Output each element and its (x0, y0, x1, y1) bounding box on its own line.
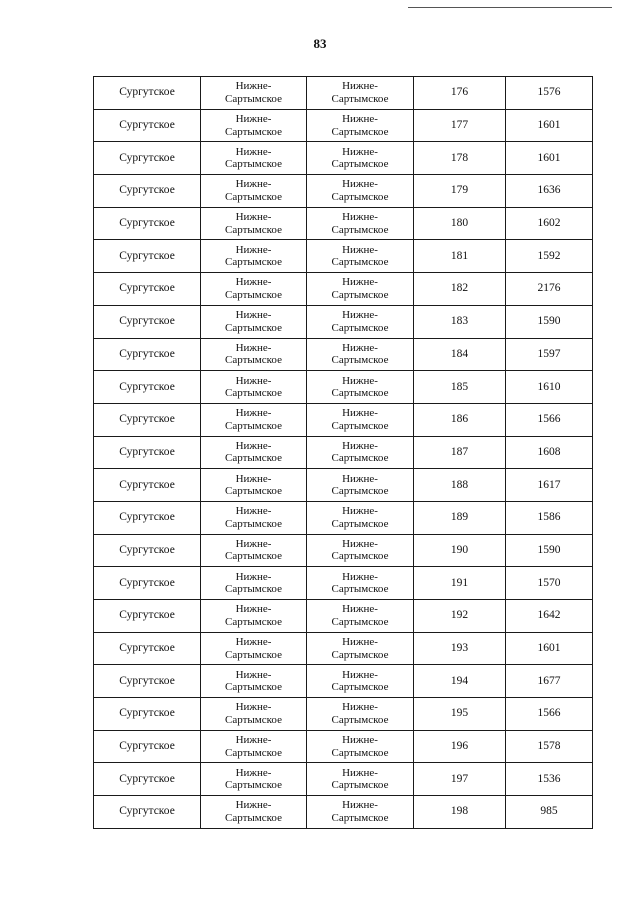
cell-number: 196 (414, 730, 506, 763)
cell-field-b-line: Сартымское (331, 419, 389, 432)
cell-field-b-line: Сартымское (331, 223, 389, 236)
cell-region: Сургутское (94, 730, 201, 763)
cell-region: Сургутское (94, 632, 201, 665)
cell-value: 1617 (506, 469, 593, 502)
cell-field-a (201, 142, 307, 175)
cell-field-a-line: Нижне- (235, 636, 272, 649)
cell-region: Сургутское (94, 436, 201, 469)
table-row (94, 207, 593, 240)
cell-field-b-line: Сартымское (331, 321, 389, 334)
cell-field-b (307, 436, 414, 469)
cell-value: 1677 (506, 665, 593, 698)
cell-number: 176 (414, 77, 506, 110)
cell-field-b-line: Сартымское (331, 190, 389, 203)
cell-number: 189 (414, 501, 506, 534)
cell-number: 181 (414, 240, 506, 273)
cell-value: 1608 (506, 436, 593, 469)
table-body (94, 77, 593, 829)
cell-field-a-line: Нижне- (235, 211, 272, 224)
cell-value: 1636 (506, 175, 593, 208)
cell-region: Сургутское (94, 142, 201, 175)
cell-value: 1570 (506, 567, 593, 600)
table-row (94, 338, 593, 371)
cell-field-b-line: Сартымское (331, 648, 389, 661)
cell-value: 985 (506, 796, 593, 829)
cell-field-b-line: Сартымское (331, 681, 389, 694)
cell-number: 195 (414, 698, 506, 731)
cell-field-a (201, 796, 307, 829)
cell-region: Сургутское (94, 665, 201, 698)
cell-field-a-line: Нижне- (235, 734, 272, 747)
cell-field-b (307, 698, 414, 731)
cell-field-b-line: Нижне- (342, 570, 378, 583)
cell-field-b-line: Нижне- (342, 178, 378, 191)
cell-field-b-line: Сартымское (331, 811, 389, 824)
cell-field-a-line: Сартымское (225, 387, 282, 400)
table-row (94, 534, 593, 567)
cell-field-a-line: Сартымское (225, 354, 282, 367)
cell-field-a-line: Сартымское (225, 648, 282, 661)
cell-region: Сургутское (94, 403, 201, 436)
cell-field-a-line: Сартымское (225, 419, 282, 432)
cell-field-a (201, 371, 307, 404)
cell-field-a-line: Сартымское (225, 288, 282, 301)
cell-field-a-line: Сартымское (225, 190, 282, 203)
cell-field-a (201, 305, 307, 338)
cell-value: 1590 (506, 305, 593, 338)
table-row (94, 632, 593, 665)
cell-field-a-line: Сартымское (225, 125, 282, 138)
cell-field-b-line: Нижне- (342, 113, 378, 126)
cell-region: Сургутское (94, 534, 201, 567)
cell-field-a-line: Сартымское (225, 713, 282, 726)
cell-number: 180 (414, 207, 506, 240)
cell-field-a-line: Нижне- (235, 80, 272, 93)
table-row (94, 763, 593, 796)
cell-value: 1578 (506, 730, 593, 763)
cell-field-b (307, 534, 414, 567)
cell-number: 198 (414, 796, 506, 829)
cell-field-a-line: Сартымское (225, 583, 282, 596)
cell-field-a (201, 501, 307, 534)
cell-field-b-line: Нижне- (342, 701, 378, 714)
cell-number: 193 (414, 632, 506, 665)
cell-field-a (201, 109, 307, 142)
cell-field-a-line: Нижне- (235, 439, 272, 452)
cell-number: 178 (414, 142, 506, 175)
cell-field-a-line: Нижне- (235, 145, 272, 158)
cell-number: 197 (414, 763, 506, 796)
cell-region: Сургутское (94, 469, 201, 502)
table-row (94, 77, 593, 110)
cell-field-a-line: Нижне- (235, 276, 272, 289)
cell-field-b-line: Нижне- (342, 145, 378, 158)
cell-value: 1602 (506, 207, 593, 240)
table-row (94, 501, 593, 534)
cell-field-a-line: Нижне- (235, 472, 272, 485)
cell-number: 194 (414, 665, 506, 698)
cell-region: Сургутское (94, 338, 201, 371)
cell-field-a-line: Нижне- (235, 309, 272, 322)
cell-field-a (201, 207, 307, 240)
cell-field-a (201, 273, 307, 306)
cell-region: Сургутское (94, 109, 201, 142)
cell-field-b-line: Сартымское (331, 125, 389, 138)
table-row (94, 403, 593, 436)
cell-field-a-line: Сартымское (225, 550, 282, 563)
cell-field-a (201, 469, 307, 502)
cell-field-b (307, 567, 414, 600)
cell-field-b (307, 796, 414, 829)
cell-field-a-line: Сартымское (225, 517, 282, 530)
cell-field-b-line: Нижне- (342, 734, 378, 747)
cell-field-a (201, 730, 307, 763)
cell-number: 190 (414, 534, 506, 567)
cell-field-b-line: Сартымское (331, 256, 389, 269)
cell-field-b-line: Сартымское (331, 452, 389, 465)
cell-number: 184 (414, 338, 506, 371)
cell-field-b-line: Сартымское (331, 354, 389, 367)
cell-field-a-line: Нижне- (235, 537, 272, 550)
cell-number: 183 (414, 305, 506, 338)
cell-field-a (201, 403, 307, 436)
cell-field-b-line: Сартымское (331, 550, 389, 563)
table-row (94, 305, 593, 338)
cell-field-b-line: Нижне- (342, 243, 378, 256)
cell-field-b-line: Нижне- (342, 407, 378, 420)
cell-region: Сургутское (94, 273, 201, 306)
cell-value: 1566 (506, 698, 593, 731)
cell-field-a-line: Сартымское (225, 615, 282, 628)
cell-field-a-line: Нижне- (235, 113, 272, 126)
table-row (94, 600, 593, 633)
table-row (94, 567, 593, 600)
cell-field-b-line: Сартымское (331, 746, 389, 759)
cell-field-b (307, 175, 414, 208)
cell-field-b (307, 305, 414, 338)
cell-field-b-line: Сартымское (331, 158, 389, 171)
cell-value: 1642 (506, 600, 593, 633)
cell-field-a (201, 77, 307, 110)
cell-field-b (307, 665, 414, 698)
cell-field-a-line: Нижне- (235, 668, 272, 681)
cell-field-b-line: Сартымское (331, 485, 389, 498)
cell-field-b (307, 600, 414, 633)
cell-field-a-line: Сартымское (225, 158, 282, 171)
cell-value: 1601 (506, 142, 593, 175)
cell-field-a-line: Нижне- (235, 407, 272, 420)
cell-number: 187 (414, 436, 506, 469)
cell-field-a-line: Сартымское (225, 681, 282, 694)
cell-number: 179 (414, 175, 506, 208)
cell-region: Сургутское (94, 77, 201, 110)
cell-field-a (201, 665, 307, 698)
cell-field-b-line: Нижне- (342, 276, 378, 289)
header-rule (408, 7, 612, 8)
cell-field-b-line: Нижне- (342, 537, 378, 550)
cell-field-a-line: Сартымское (225, 256, 282, 269)
cell-region: Сургутское (94, 240, 201, 273)
table-row (94, 273, 593, 306)
table-row (94, 469, 593, 502)
cell-field-b-line: Сартымское (331, 517, 389, 530)
cell-field-b-line: Нижне- (342, 603, 378, 616)
cell-field-b (307, 142, 414, 175)
cell-value: 1586 (506, 501, 593, 534)
cell-region: Сургутское (94, 567, 201, 600)
cell-region: Сургутское (94, 600, 201, 633)
cell-field-b-line: Нижне- (342, 505, 378, 518)
table-row (94, 698, 593, 731)
cell-value: 1601 (506, 109, 593, 142)
cell-field-b (307, 109, 414, 142)
cell-field-a-line: Нижне- (235, 701, 272, 714)
cell-field-b (307, 469, 414, 502)
table-row (94, 371, 593, 404)
cell-field-b-line: Сартымское (331, 387, 389, 400)
cell-field-a-line: Сартымское (225, 811, 282, 824)
cell-field-b-line: Нижне- (342, 341, 378, 354)
cell-value: 1576 (506, 77, 593, 110)
table-row (94, 665, 593, 698)
cell-value: 1597 (506, 338, 593, 371)
cell-field-b (307, 371, 414, 404)
cell-field-a (201, 338, 307, 371)
cell-field-b (307, 403, 414, 436)
cell-field-b-line: Нижне- (342, 636, 378, 649)
cell-field-a-line: Нижне- (235, 243, 272, 256)
cell-field-b (307, 240, 414, 273)
cell-number: 185 (414, 371, 506, 404)
cell-field-a-line: Нижне- (235, 341, 272, 354)
cell-region: Сургутское (94, 796, 201, 829)
cell-number: 177 (414, 109, 506, 142)
cell-field-b-line: Нижне- (342, 668, 378, 681)
cell-field-a-line: Нижне- (235, 178, 272, 191)
cell-field-b-line: Сартымское (331, 779, 389, 792)
cell-value: 2176 (506, 273, 593, 306)
cell-region: Сургутское (94, 763, 201, 796)
table-row (94, 109, 593, 142)
cell-field-a (201, 240, 307, 273)
cell-number: 182 (414, 273, 506, 306)
cell-value: 1592 (506, 240, 593, 273)
cell-field-b-line: Сартымское (331, 615, 389, 628)
cell-field-b-line: Сартымское (331, 583, 389, 596)
cell-field-b (307, 273, 414, 306)
cell-field-a-line: Нижне- (235, 603, 272, 616)
cell-region: Сургутское (94, 305, 201, 338)
cell-region: Сургутское (94, 698, 201, 731)
table-row (94, 796, 593, 829)
cell-field-b-line: Нижне- (342, 374, 378, 387)
cell-field-a (201, 600, 307, 633)
cell-field-b-line: Нижне- (342, 211, 378, 224)
table-row (94, 142, 593, 175)
cell-field-a-line: Сартымское (225, 223, 282, 236)
cell-field-b (307, 77, 414, 110)
cell-field-b-line: Нижне- (342, 766, 378, 779)
cell-region: Сургутское (94, 501, 201, 534)
page-number: 83 (313, 36, 327, 51)
cell-value: 1601 (506, 632, 593, 665)
cell-field-b-line: Сартымское (331, 92, 389, 105)
cell-field-b-line: Сартымское (331, 713, 389, 726)
cell-number: 186 (414, 403, 506, 436)
cell-field-a-line: Сартымское (225, 321, 282, 334)
table-row (94, 730, 593, 763)
cell-field-b (307, 338, 414, 371)
cell-field-a-line: Нижне- (235, 766, 272, 779)
cell-field-a (201, 436, 307, 469)
cell-region: Сургутское (94, 207, 201, 240)
cell-field-b (307, 763, 414, 796)
cell-region: Сургутское (94, 371, 201, 404)
cell-field-b-line: Сартымское (331, 288, 389, 301)
cell-field-b-line: Нижне- (342, 799, 378, 812)
data-table (93, 76, 593, 829)
table-row (94, 436, 593, 469)
cell-field-a-line: Сартымское (225, 485, 282, 498)
cell-field-a-line: Нижне- (235, 505, 272, 518)
cell-value: 1566 (506, 403, 593, 436)
cell-field-b-line: Нижне- (342, 472, 378, 485)
cell-field-a-line: Нижне- (235, 799, 272, 812)
cell-field-b (307, 207, 414, 240)
cell-value: 1536 (506, 763, 593, 796)
cell-field-a-line: Сартымское (225, 92, 282, 105)
cell-field-b (307, 501, 414, 534)
cell-field-a (201, 632, 307, 665)
cell-value: 1590 (506, 534, 593, 567)
cell-region: Сургутское (94, 175, 201, 208)
cell-field-a (201, 534, 307, 567)
cell-field-a-line: Сартымское (225, 779, 282, 792)
table-row (94, 240, 593, 273)
cell-field-a-line: Сартымское (225, 746, 282, 759)
cell-field-a-line: Нижне- (235, 374, 272, 387)
cell-field-a (201, 175, 307, 208)
cell-field-b-line: Нижне- (342, 80, 378, 93)
table-row (94, 175, 593, 208)
cell-number: 192 (414, 600, 506, 633)
cell-field-a (201, 763, 307, 796)
cell-field-b (307, 730, 414, 763)
cell-field-a-line: Сартымское (225, 452, 282, 465)
cell-field-b-line: Нижне- (342, 439, 378, 452)
cell-field-b-line: Нижне- (342, 309, 378, 322)
cell-number: 188 (414, 469, 506, 502)
cell-field-a (201, 567, 307, 600)
cell-value: 1610 (506, 371, 593, 404)
cell-field-a (201, 698, 307, 731)
cell-number: 191 (414, 567, 506, 600)
cell-field-b (307, 632, 414, 665)
cell-field-a-line: Нижне- (235, 570, 272, 583)
